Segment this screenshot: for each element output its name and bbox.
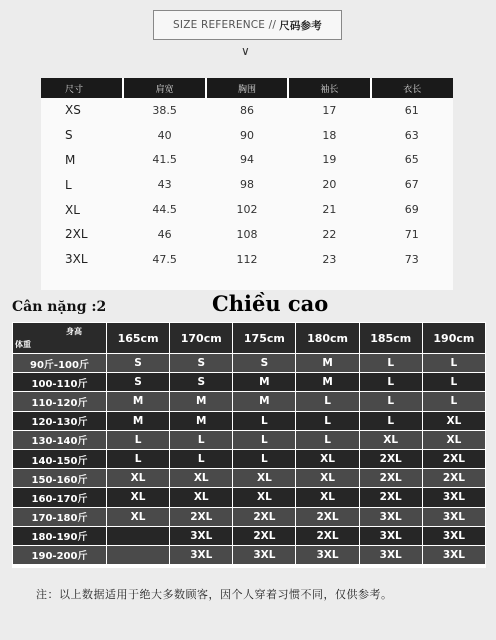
size-cell: 3XL bbox=[170, 545, 233, 564]
size-label: M bbox=[65, 152, 76, 167]
measurement-cell: 112 bbox=[236, 252, 258, 266]
size-cell: XL bbox=[233, 469, 296, 488]
height-column-header: 175cm bbox=[233, 323, 296, 354]
size-cell: L bbox=[107, 449, 170, 468]
size-cell: 3XL bbox=[359, 545, 422, 564]
size-cell: 2XL bbox=[422, 449, 485, 468]
table-row bbox=[41, 123, 453, 148]
size-cell: 2XL bbox=[170, 507, 233, 526]
measurement-cell: 43 bbox=[157, 178, 172, 192]
weight-label: Cân nặng :2 bbox=[12, 299, 107, 315]
measurement-cell: 71 bbox=[404, 227, 419, 241]
size-header-cell: 胸围 bbox=[206, 78, 288, 98]
table-row bbox=[13, 469, 486, 488]
measurement-cell: 108 bbox=[236, 227, 258, 241]
size-cell: 3XL bbox=[359, 526, 422, 545]
size-cell: M bbox=[107, 411, 170, 430]
table-row bbox=[13, 449, 486, 468]
weight-range-cell: 90斤-100斤 bbox=[13, 354, 107, 373]
size-cell: M bbox=[170, 411, 233, 430]
table-row bbox=[13, 430, 486, 449]
table-row bbox=[13, 488, 486, 507]
table-row bbox=[13, 373, 486, 392]
table-row bbox=[41, 247, 453, 272]
size-cell: L bbox=[170, 430, 233, 449]
fit-table-body bbox=[13, 354, 486, 565]
size-table-header bbox=[41, 78, 453, 98]
size-cell: L bbox=[233, 411, 296, 430]
header-title-cn: 尺码参考 bbox=[279, 19, 322, 32]
size-cell: 3XL bbox=[170, 526, 233, 545]
table-row bbox=[41, 148, 453, 173]
height-column-header: 190cm bbox=[422, 323, 485, 354]
size-label: S bbox=[65, 128, 73, 143]
measurement-cell: 22 bbox=[322, 227, 337, 241]
size-cell: XL bbox=[296, 488, 359, 507]
weight-range-cell: 150-160斤 bbox=[13, 469, 107, 488]
measurement-cell: 46 bbox=[157, 227, 172, 241]
weight-range-cell: 180-190斤 bbox=[13, 526, 107, 545]
size-cell: L bbox=[422, 392, 485, 411]
size-reference-header bbox=[153, 10, 342, 40]
measurement-cell: 102 bbox=[236, 203, 258, 217]
size-cell: M bbox=[233, 373, 296, 392]
size-cell: 2XL bbox=[359, 449, 422, 468]
size-chart bbox=[41, 78, 453, 290]
measurement-cell: 17 bbox=[322, 103, 337, 117]
size-cell: XL bbox=[107, 469, 170, 488]
size-cell: M bbox=[170, 392, 233, 411]
measurement-cell: 47.5 bbox=[152, 252, 177, 266]
measurement-cell: 67 bbox=[404, 178, 419, 192]
weight-range-cell: 190-200斤 bbox=[13, 545, 107, 564]
measurement-cell: 18 bbox=[322, 128, 337, 142]
size-cell: L bbox=[296, 392, 359, 411]
size-cell: M bbox=[233, 392, 296, 411]
size-cell: S bbox=[107, 373, 170, 392]
size-header-cell: 尺寸 bbox=[41, 78, 123, 98]
size-cell: L bbox=[170, 449, 233, 468]
table-row bbox=[13, 392, 486, 411]
height-column-header: 185cm bbox=[359, 323, 422, 354]
size-cell: L bbox=[233, 449, 296, 468]
size-cell: L bbox=[296, 430, 359, 449]
table-row bbox=[41, 222, 453, 247]
measurement-cell: 73 bbox=[404, 252, 419, 266]
size-cell: XL bbox=[422, 430, 485, 449]
table-row bbox=[13, 354, 486, 373]
size-cell: L bbox=[296, 411, 359, 430]
size-label: 2XL bbox=[65, 227, 88, 242]
measurement-cell: 19 bbox=[322, 153, 337, 167]
measurement-cell: 44.5 bbox=[152, 203, 177, 217]
weight-range-cell: 160-170斤 bbox=[13, 488, 107, 507]
size-cell: 3XL bbox=[233, 545, 296, 564]
size-cell: XL bbox=[107, 488, 170, 507]
size-cell: 3XL bbox=[422, 526, 485, 545]
size-cell: L bbox=[359, 354, 422, 373]
size-cell: 2XL bbox=[359, 488, 422, 507]
size-cell: M bbox=[296, 354, 359, 373]
size-cell: 2XL bbox=[359, 469, 422, 488]
size-cell: XL bbox=[296, 449, 359, 468]
header-title-en: SIZE REFERENCE // bbox=[173, 19, 277, 31]
measurement-cell: 98 bbox=[239, 178, 254, 192]
weight-range-cell: 140-150斤 bbox=[13, 449, 107, 468]
size-label: XS bbox=[65, 103, 81, 118]
size-cell: L bbox=[359, 411, 422, 430]
size-cell: XL bbox=[296, 469, 359, 488]
measurement-cell: 20 bbox=[322, 178, 337, 192]
size-cell: L bbox=[233, 430, 296, 449]
footnote: 注：以上数据适用于绝大多数顾客，因个人穿着习惯不同，仅供参考。 bbox=[36, 588, 393, 601]
fit-table bbox=[12, 322, 486, 565]
size-header-cell: 肩宽 bbox=[123, 78, 205, 98]
size-cell: 2XL bbox=[296, 526, 359, 545]
weight-range-cell: 110-120斤 bbox=[13, 392, 107, 411]
measurement-cell: 63 bbox=[404, 128, 419, 142]
size-cell: 3XL bbox=[359, 507, 422, 526]
table-row bbox=[13, 507, 486, 526]
height-column-header: 170cm bbox=[170, 323, 233, 354]
measurement-cell: 41.5 bbox=[152, 153, 177, 167]
measurement-cell: 86 bbox=[239, 103, 254, 117]
size-label: XL bbox=[65, 202, 80, 217]
size-cell: XL bbox=[170, 488, 233, 507]
fit-chart bbox=[12, 322, 486, 568]
size-cell: L bbox=[107, 430, 170, 449]
size-cell: XL bbox=[107, 507, 170, 526]
table-row bbox=[41, 197, 453, 222]
measurement-cell: 23 bbox=[322, 252, 337, 266]
corner-height-label: 身高 bbox=[66, 327, 82, 336]
weight-range-cell: 130-140斤 bbox=[13, 430, 107, 449]
size-cell bbox=[107, 526, 170, 545]
size-header-cell: 袖长 bbox=[288, 78, 370, 98]
size-cell: L bbox=[359, 392, 422, 411]
size-cell: S bbox=[170, 354, 233, 373]
size-cell: 3XL bbox=[422, 488, 485, 507]
size-cell: 2XL bbox=[233, 526, 296, 545]
size-cell: 2XL bbox=[233, 507, 296, 526]
chevron-down-icon: ∨ bbox=[241, 44, 250, 58]
measurement-cell: 94 bbox=[239, 153, 254, 167]
corner-cell bbox=[13, 323, 107, 354]
table-row bbox=[13, 411, 486, 430]
size-cell: S bbox=[233, 354, 296, 373]
size-cell: 3XL bbox=[422, 545, 485, 564]
measurement-cell: 21 bbox=[322, 203, 337, 217]
size-cell bbox=[107, 545, 170, 564]
height-column-header: 180cm bbox=[296, 323, 359, 354]
size-cell: 2XL bbox=[422, 469, 485, 488]
size-label: 3XL bbox=[65, 252, 88, 267]
size-cell: 3XL bbox=[422, 507, 485, 526]
table-row bbox=[41, 98, 453, 123]
height-title: Chiều cao bbox=[212, 291, 329, 316]
measurement-cell: 69 bbox=[404, 203, 419, 217]
table-row bbox=[13, 545, 486, 564]
size-cell: 2XL bbox=[296, 507, 359, 526]
fit-table-header bbox=[13, 323, 486, 354]
measurement-cell: 61 bbox=[404, 103, 419, 117]
size-label: L bbox=[65, 177, 72, 192]
measurement-cell: 90 bbox=[239, 128, 254, 142]
size-cell: 3XL bbox=[296, 545, 359, 564]
measurement-cell: 40 bbox=[157, 128, 172, 142]
size-header-cell: 衣长 bbox=[371, 78, 453, 98]
table-row bbox=[13, 526, 486, 545]
measurement-cell: 38.5 bbox=[152, 103, 177, 117]
weight-range-cell: 170-180斤 bbox=[13, 507, 107, 526]
size-table-body bbox=[41, 98, 453, 272]
size-cell: S bbox=[170, 373, 233, 392]
height-column-header: 165cm bbox=[107, 323, 170, 354]
measurement-cell: 65 bbox=[404, 153, 419, 167]
size-cell: M bbox=[296, 373, 359, 392]
size-cell: M bbox=[107, 392, 170, 411]
size-table bbox=[41, 78, 453, 272]
size-cell: L bbox=[422, 354, 485, 373]
size-cell: S bbox=[107, 354, 170, 373]
corner-weight-label: 体重 bbox=[15, 340, 31, 349]
weight-range-cell: 100-110斤 bbox=[13, 373, 107, 392]
size-cell: XL bbox=[170, 469, 233, 488]
table-row bbox=[41, 172, 453, 197]
size-cell: XL bbox=[233, 488, 296, 507]
size-cell: L bbox=[359, 373, 422, 392]
weight-range-cell: 120-130斤 bbox=[13, 411, 107, 430]
size-cell: L bbox=[422, 373, 485, 392]
size-cell: XL bbox=[422, 411, 485, 430]
size-cell: XL bbox=[359, 430, 422, 449]
